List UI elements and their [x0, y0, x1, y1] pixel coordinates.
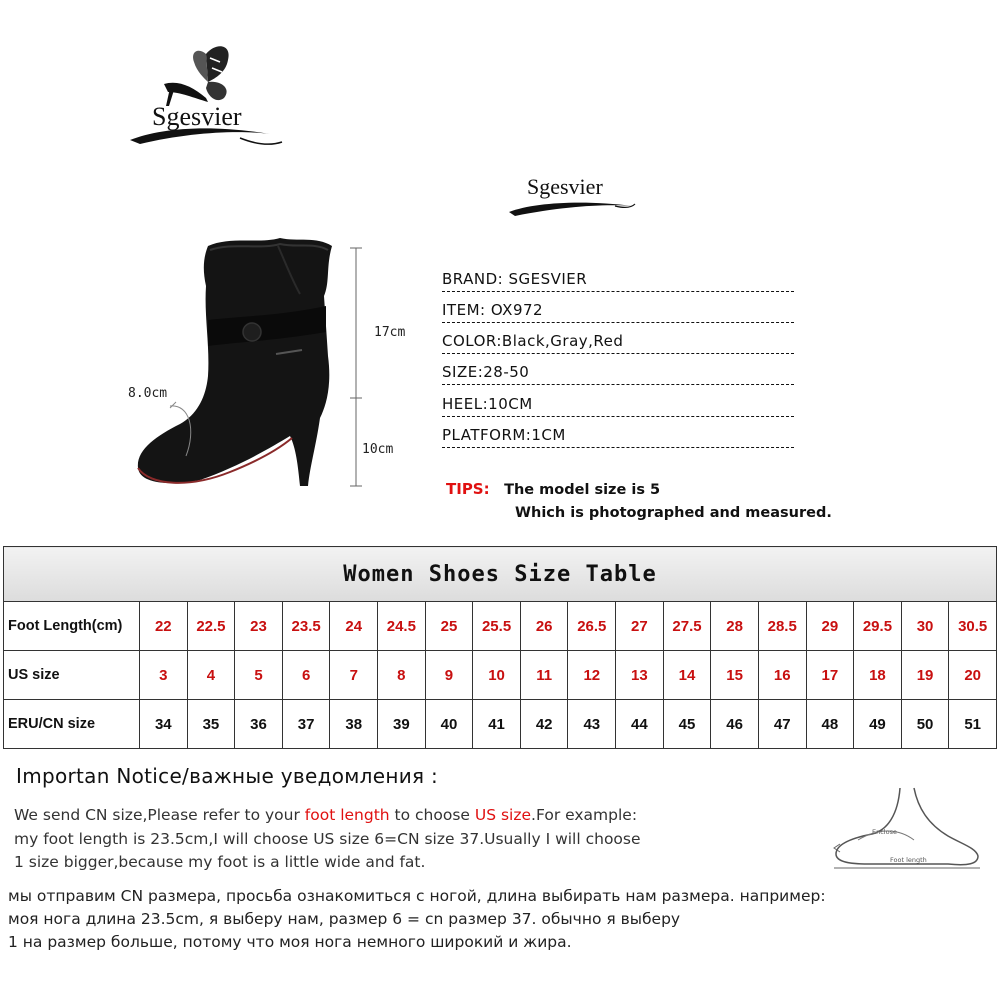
size-table-cell: 22.5 — [187, 602, 235, 651]
foot-length-label: Foot length — [890, 856, 927, 864]
size-table-cell: 28 — [711, 602, 759, 651]
size-table-cell: 27 — [616, 602, 664, 651]
notice-ru-line-2: моя нога длина 23.5cm, я выберу нам, размер 6 = cn размер 37. обычно я выберу — [8, 910, 681, 928]
size-table — [3, 546, 997, 749]
size-table-cell: 26 — [520, 602, 568, 651]
size-table-cell: 38 — [330, 700, 378, 749]
size-table-cell: 23 — [235, 602, 283, 651]
notice-en-text-e: .For example: — [531, 806, 638, 824]
size-table-cell: 47 — [758, 700, 806, 749]
size-table-cell: 46 — [711, 700, 759, 749]
size-table-title-row — [4, 547, 997, 602]
size-table-cell: 37 — [282, 700, 330, 749]
size-table-cell: 48 — [806, 700, 854, 749]
size-table-cell: 13 — [616, 651, 664, 700]
size-table-cell: 51 — [949, 700, 997, 749]
size-table-cell: 26.5 — [568, 602, 616, 651]
size-table-cell: 41 — [473, 700, 521, 749]
brand-logo-small-text: Sgesvier — [527, 174, 603, 199]
notice-en-text-a: We send CN size,Please refer to your — [14, 806, 305, 824]
size-table-row-label: ERU/CN size — [4, 700, 140, 749]
brand-logo-text: Sgesvier — [152, 102, 242, 131]
size-table-cell: 17 — [806, 651, 854, 700]
size-table-row-foot-length — [4, 602, 997, 651]
size-table-row-us-size — [4, 651, 997, 700]
size-table-cell: 50 — [901, 700, 949, 749]
size-table-cell: 4 — [187, 651, 235, 700]
size-table-cell: 30.5 — [949, 602, 997, 651]
tips-text-1: The model size is 5 — [504, 482, 661, 498]
size-table-cell: 28.5 — [758, 602, 806, 651]
product-image — [120, 236, 420, 496]
size-table-row-label: Foot Length(cm) — [4, 602, 140, 651]
size-table-cell: 35 — [187, 700, 235, 749]
notice-en-line-3: 1 size bigger,because my foot is a little wide and fat. — [14, 853, 426, 871]
size-table-cell: 3 — [140, 651, 188, 700]
size-table-cell: 22 — [140, 602, 188, 651]
size-table-cell: 23.5 — [282, 602, 330, 651]
size-table-cell: 12 — [568, 651, 616, 700]
size-table-cell: 27.5 — [663, 602, 711, 651]
size-table-cell: 15 — [711, 651, 759, 700]
shaft-height-label: 17cm — [374, 325, 406, 340]
size-table-row-label: US size — [4, 651, 140, 700]
foot-diagram — [828, 784, 988, 876]
size-table-cell: 7 — [330, 651, 378, 700]
brand-logo — [120, 40, 290, 160]
size-table-cell: 24 — [330, 602, 378, 651]
circumference-label: 8.0cm — [128, 386, 168, 401]
notice-foot-length-highlight: foot length — [304, 806, 390, 824]
size-table-cell: 42 — [520, 700, 568, 749]
size-table-cell: 44 — [616, 700, 664, 749]
foot-enclose-label: Enclose — [872, 828, 897, 836]
notice-en-text-c: to choose — [389, 806, 475, 824]
size-table-cell: 39 — [378, 700, 426, 749]
tips-line-1 — [446, 480, 660, 499]
size-table-cell: 18 — [854, 651, 902, 700]
tips-label: TIPS: — [446, 480, 490, 498]
size-table-cell: 25 — [425, 602, 473, 651]
tips-text-2: Which is photographed and measured. — [515, 505, 832, 521]
notice-title: Importan Notice/важные уведомления : — [16, 764, 439, 788]
size-table-cell: 40 — [425, 700, 473, 749]
size-table-cell: 14 — [663, 651, 711, 700]
size-table-cell: 34 — [140, 700, 188, 749]
size-table-cell: 29.5 — [854, 602, 902, 651]
spec-heel: HEEL:10CM — [442, 395, 794, 417]
size-table-title: Women Shoes Size Table — [4, 547, 997, 602]
size-table-cell: 8 — [378, 651, 426, 700]
size-table-cell: 25.5 — [473, 602, 521, 651]
size-table-row-eru-cn-size — [4, 700, 997, 749]
size-table-cell: 30 — [901, 602, 949, 651]
spec-platform: PLATFORM:1CM — [442, 426, 794, 448]
size-table-cell: 29 — [806, 602, 854, 651]
size-table-cell: 16 — [758, 651, 806, 700]
size-table-cell: 45 — [663, 700, 711, 749]
size-table-cell: 20 — [949, 651, 997, 700]
size-table-cell: 11 — [520, 651, 568, 700]
high-heel-butterfly-icon — [120, 40, 290, 160]
spec-item: ITEM: OX972 — [442, 301, 794, 323]
notice-us-size-highlight: US size — [474, 806, 532, 824]
spec-size: SIZE:28-50 — [442, 363, 794, 385]
swoosh-icon — [505, 170, 640, 220]
heel-height-label: 10cm — [362, 442, 394, 457]
size-table-cell: 36 — [235, 700, 283, 749]
size-table-cell: 24.5 — [378, 602, 426, 651]
brand-logo-small — [505, 170, 640, 220]
notice-ru-line-3: 1 на размер больше, потому что моя нога немного широкий и жира. — [8, 933, 572, 951]
size-table-cell: 43 — [568, 700, 616, 749]
ankle-boot-illustration — [120, 236, 420, 496]
notice-en-line-2: my foot length is 23.5cm,I will choose US size 6=CN size 37.Usually I will choose — [14, 830, 641, 848]
spec-brand: BRAND: SGESVIER — [442, 270, 794, 292]
spec-color: COLOR:Black,Gray,Red — [442, 332, 794, 354]
size-table-cell: 6 — [282, 651, 330, 700]
size-table-cell: 5 — [235, 651, 283, 700]
notice-ru-line-1: мы отправим CN размера, просьба ознакомиться с ногой, длина выбирать нам размера. например: — [8, 887, 826, 905]
size-table-cell: 19 — [901, 651, 949, 700]
size-table-cell: 10 — [473, 651, 521, 700]
size-table-cell: 9 — [425, 651, 473, 700]
notice-en-line-1 — [14, 806, 637, 824]
size-table-cell: 49 — [854, 700, 902, 749]
